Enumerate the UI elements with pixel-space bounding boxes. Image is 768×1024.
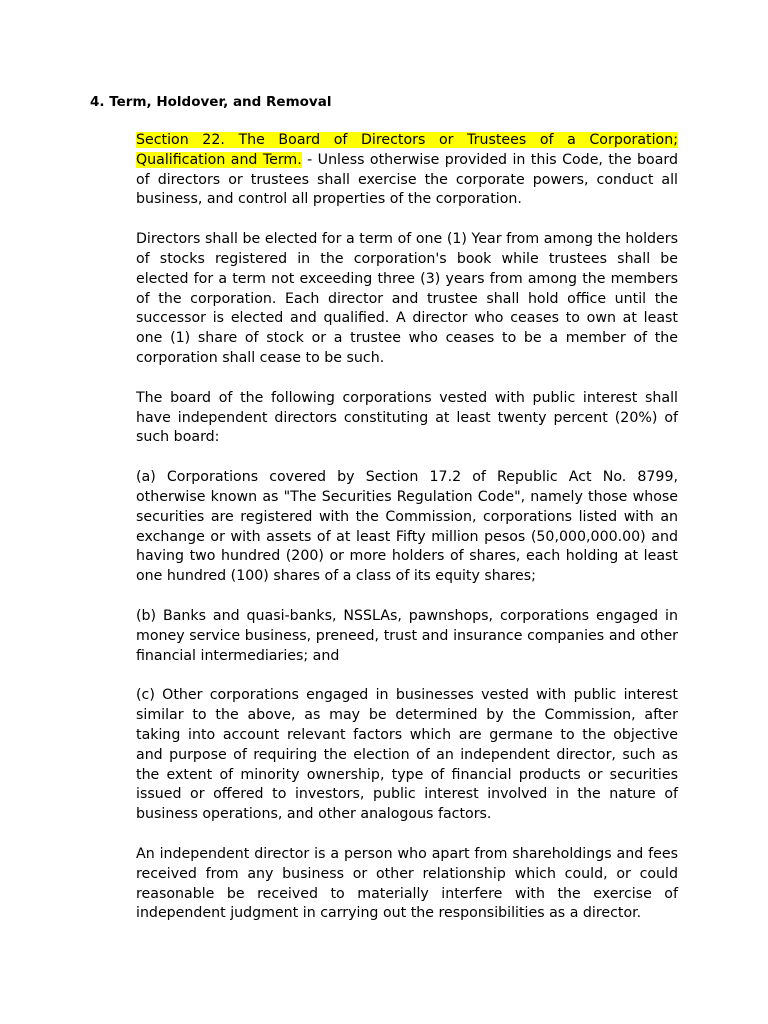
paragraph-definition: An independent director is a person who apart from shareholdings and fees received from any business or other relationship which could, or could reasonable be received to materially interfere with the exercise of independent judgment in carrying out the responsibilities as a director. xyxy=(136,845,678,922)
section-heading: 4. Term, Holdover, and Removal xyxy=(90,94,332,110)
paragraph-text: - Unless otherwise provided in this Code, the board of directors or trustees shall exercise the corporate powers, conduct all business, and control all properties of the corporation. xyxy=(136,151,678,208)
list-item-c: (c) Other corporations engaged in businesses vested with public interest similar to the above, as may be determined by the Commission, after taking into account relevant factors which are germane to the objective and purpose of requiring the election of an independent director, such as the extent of minority ownership, type of financial products or securities issued or offered to investors, public interest involved in the nature of business operations, and other analogous factors. xyxy=(136,687,678,823)
list-item-a: (a) Corporations covered by Section 17.2 of Republic Act No. 8799, otherwise known as "The Securities Regulation Code", namely those whose securities are registered with the Commission, corporations listed with an exchange or with assets of at least Fifty million pesos (50,000,000.00) and having two hundred (200) or more holders of shares, each holding at least one hundred (100) shares of a class of its equity shares; xyxy=(136,469,678,585)
paragraph-section-22 xyxy=(136,131,678,210)
document-body xyxy=(136,131,678,944)
highlighted-section-title: Section 22. The Board of Directors or Trustees of a Corporation; Qualification and Term. xyxy=(136,132,678,168)
paragraph-independent-directors: The board of the following corporations vested with public interest shall have independent directors constituting at least twenty percent (20%) of such board: xyxy=(136,389,678,446)
paragraph-director-terms: Directors shall be elected for a term of one (1) Year from among the holders of stocks registered in the corporation's book while trustees shall be elected for a term not exceeding three (3) years from among the members of the corporation. Each director and trustee shall hold office until the successor is elected and qualified. A director who ceases to own at least one (1) share of stock or a trustee who ceases to be a member of the corporation shall cease to be such. xyxy=(136,231,678,366)
list-item-b: (b) Banks and quasi-banks, NSSLAs, pawnshops, corporations engaged in money service business, preneed, trust and insurance companies and other financial intermediaries; and xyxy=(136,607,678,664)
